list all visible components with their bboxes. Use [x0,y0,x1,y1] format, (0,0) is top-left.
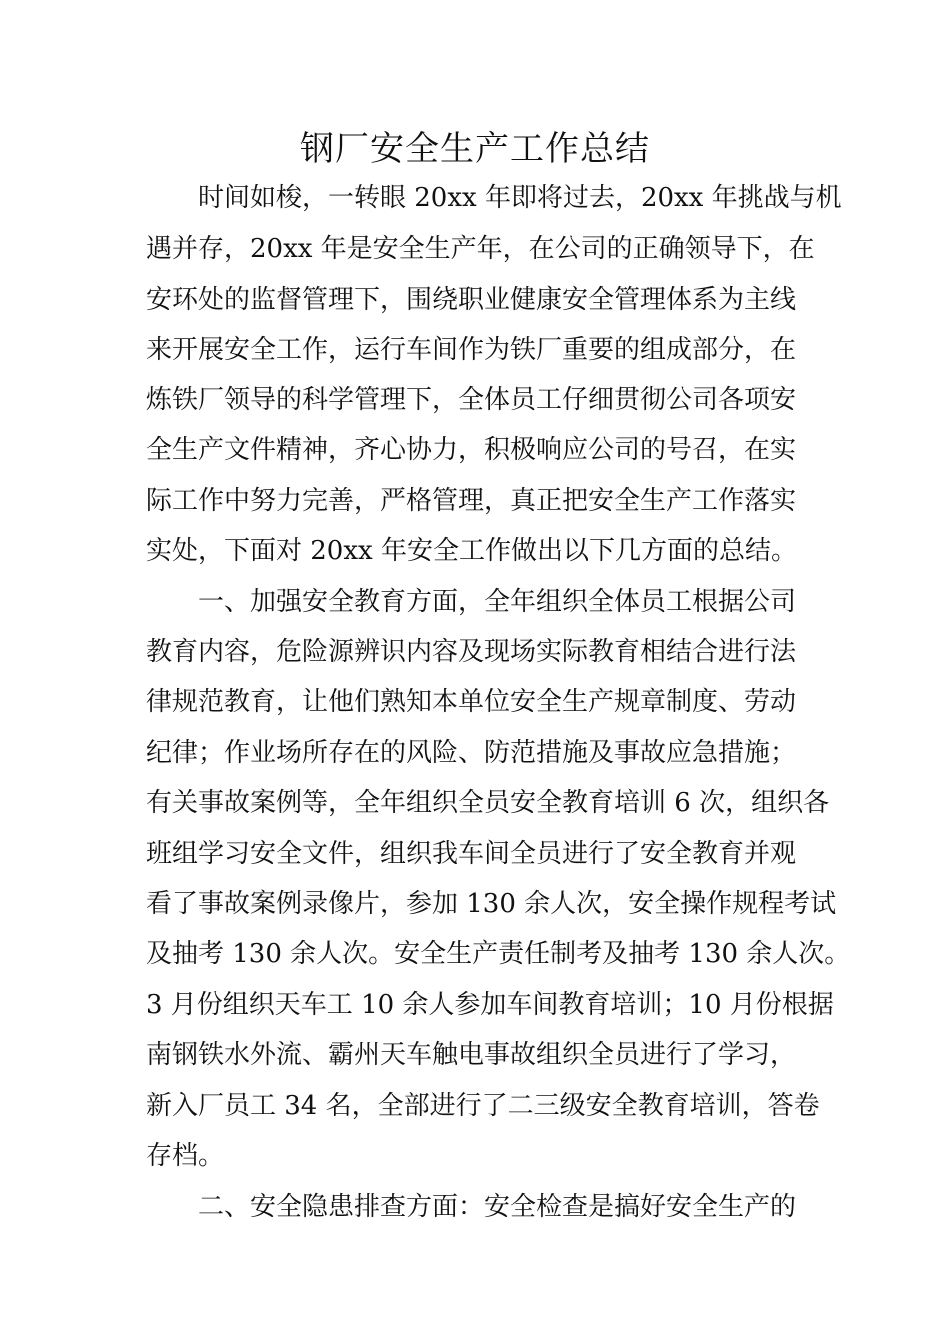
paragraph-1-line-1: 时间如梭，一转眼 20xx 年即将过去，20xx 年挑战与机 [198,183,842,213]
paragraph-2-line-12: 存档。 [146,1141,225,1171]
paragraph-1-line-8: 实处，下面对 20xx 年安全工作做出以下几方面的总结。 [146,536,797,566]
paragraph-2-line-1: 一、加强安全教育方面，全年组织全体员工根据公司 [198,587,797,617]
paragraph-1-line-6: 全生产文件精神，齐心协力，积极响应公司的号召，在实 [146,435,797,465]
paragraph-2-line-7: 看了事故案例录像片，参加 130 余人次，安全操作规程考试 [146,889,837,919]
paragraph-3-line-1: 二、安全隐患排查方面：安全检查是搞好安全生产的 [198,1192,797,1222]
paragraph-2-line-5: 有关事故案例等，全年组织全员安全教育培训 6 次，组织各 [146,788,830,818]
paragraph-2-line-8: 及抽考 130 余人次。安全生产责任制考及抽考 130 余人次。 [146,939,851,969]
paragraph-2-line-3: 律规范教育，让他们熟知本单位安全生产规章制度、劳动 [146,687,797,717]
document-title: 钢厂安全生产工作总结 [300,129,650,169]
paragraph-1-line-3: 安环处的监督管理下，围绕职业健康安全管理体系为主线 [146,285,797,315]
paragraph-1-line-4: 来开展安全工作，运行车间作为铁厂重要的组成部分，在 [146,335,797,365]
paragraph-2-line-6: 班组学习安全文件，组织我车间全员进行了安全教育并观 [146,839,797,869]
paragraph-1-line-7: 际工作中努力完善，严格管理，真正把安全生产工作落实 [146,486,797,516]
paragraph-2-line-11: 新入厂员工 34 名，全部进行了二三级安全教育培训，答卷 [146,1091,820,1121]
paragraph-1-line-5: 炼铁厂领导的科学管理下，全体员工仔细贯彻公司各项安 [146,385,797,415]
paragraph-2-line-4: 纪律；作业场所存在的风险、防范措施及事故应急措施； [146,738,797,768]
paragraph-2-line-9: 3 月份组织天车工 10 余人参加车间教育培训；10 月份根据 [146,990,834,1020]
paragraph-2-line-2: 教育内容，危险源辨识内容及现场实际教育相结合进行法 [146,637,797,667]
paragraph-1-line-2: 遇并存，20xx 年是安全生产年，在公司的正确领导下，在 [146,234,815,264]
paragraph-2-line-10: 南钢铁水外流、霸州天车触电事故组织全员进行了学习， [146,1040,797,1070]
